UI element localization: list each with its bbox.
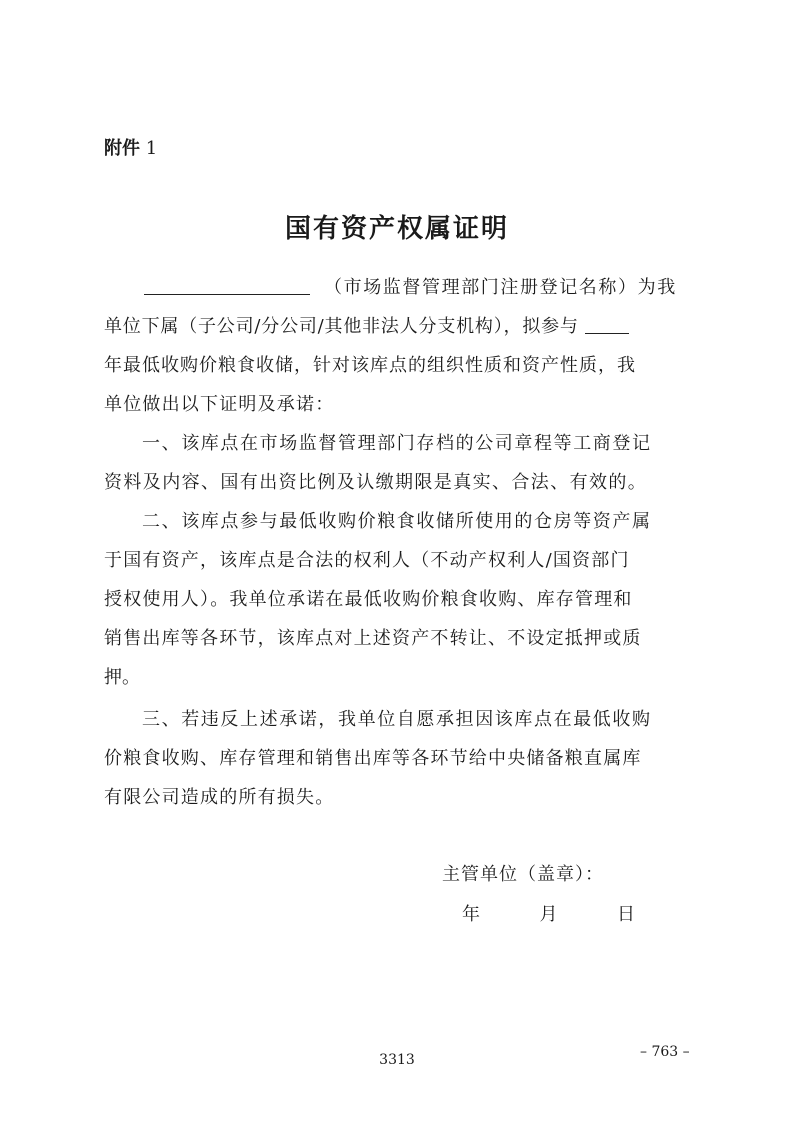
p2-line-1: 二、该库点参与最低收购价粮食收储所使用的仓房等资产属	[142, 511, 652, 532]
p3-line-1: 三、若违反上述承诺，我单位自愿承担因该库点在最低收购	[142, 709, 652, 730]
date-month: 月	[539, 904, 558, 925]
p2-line-5: 押。	[104, 667, 140, 688]
intro-text-1: （市场监督管理部门注册登记名称）为我	[324, 277, 677, 298]
p1-line-1: 一、该库点在市场监督管理部门存档的公司章程等工商登记	[142, 433, 652, 454]
page-number: – 763 –	[640, 1044, 690, 1060]
intro-line-3: 年最低收购价粮食收储，针对该库点的组织性质和资产性质，我	[104, 355, 636, 376]
p3-line-3: 有限公司造成的所有损失。	[104, 787, 335, 808]
date-day: 日	[616, 904, 635, 925]
p2-line-2: 于国有资产，该库点是合法的权利人（不动产权利人/国资部门	[104, 550, 630, 571]
name-blank	[144, 268, 310, 295]
intro-line-1	[104, 268, 694, 307]
document-title: 国有资产权属证明	[284, 214, 509, 244]
attachment-label	[104, 134, 157, 160]
attachment-number: 1	[145, 138, 158, 159]
p2-line-3: 授权使用人）。我单位承诺在最低收购价粮食收购、库存管理和	[104, 589, 633, 610]
intro-line-4: 单位做出以下证明及承诺：	[104, 394, 335, 415]
intro-text-2: 单位下属（子公司/分公司/其他非法人分支机构），拟参与	[104, 316, 579, 337]
document-code: 3313	[379, 1052, 415, 1068]
date-year: 年	[462, 904, 480, 925]
p3-line-2: 价粮食收购、库存管理和销售出库等各环节给中央储备粮直属库	[104, 748, 642, 769]
signature-label: 主管单位（盖章）：	[442, 864, 604, 885]
p1-line-2: 资料及内容、国有出资比例及认缴期限是真实、合法、有效的。	[104, 472, 648, 493]
signature-date	[462, 900, 635, 926]
p2-line-4: 销售出库等各环节，该库点对上述资产不转让、不设定抵押或质	[104, 628, 642, 649]
year-blank	[585, 307, 629, 334]
intro-line-2	[104, 307, 694, 346]
document-body	[104, 268, 694, 817]
attachment-word: 附件	[104, 138, 140, 159]
